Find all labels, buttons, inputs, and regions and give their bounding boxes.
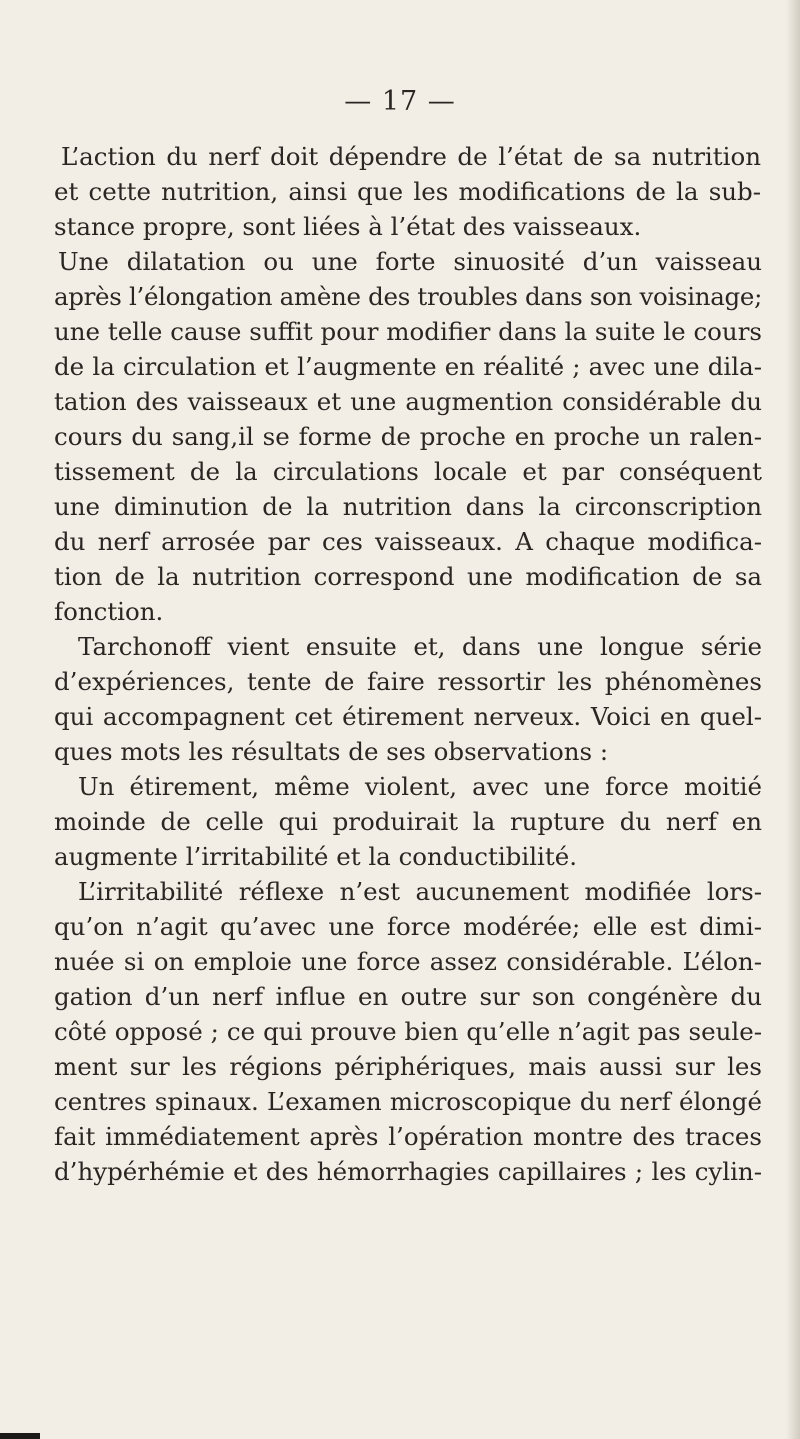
body-line-21: augmente l’irritabilité et la conductibilité. bbox=[54, 842, 578, 871]
body-line-30: d’hypérhémie et des hémorrhagies capillaires ; les cylin- bbox=[54, 1157, 762, 1186]
body-line-15: Tarchonoff vient ensuite et, dans une longue série bbox=[78, 632, 762, 661]
body-line-12: du nerf arrosée par ces vaisseaux. A chaque modifica- bbox=[54, 527, 762, 556]
body-line-28: centres spinaux. L’examen microscopique du nerf élongé bbox=[54, 1087, 762, 1116]
body-line-8: tation des vaisseaux et une augmention considérable du bbox=[54, 387, 762, 416]
body-line-27: ment sur les régions périphériques, mais aussi sur les bbox=[54, 1052, 763, 1081]
body-line-17: qui accompagnent cet étirement nerveux. Voici en quel- bbox=[54, 702, 762, 731]
body-line-11: une diminution de la nutrition dans la circonscription bbox=[54, 492, 762, 521]
body-line-22: L’irritabilité réflexe n’est aucunement modifiée lors- bbox=[78, 877, 762, 906]
body-line-2: et cette nutrition, ainsi que les modifications de la sub- bbox=[54, 177, 762, 206]
body-line-5: après l’élongation amène des troubles dans son voisinage; bbox=[54, 282, 763, 311]
body-line-18: ques mots les résultats de ses observations : bbox=[54, 737, 609, 766]
body-line-25: gation d’un nerf influe en outre sur son congénère du bbox=[54, 982, 762, 1011]
body-line-14: fonction. bbox=[54, 597, 164, 626]
body-line-4: Une dilatation ou une forte sinuosité d’un vaisseau bbox=[58, 247, 762, 276]
body-line-16: d’expériences, tente de faire ressortir les phénomènes bbox=[54, 667, 762, 696]
body-line-29: fait immédiatement après l’opération montre des traces bbox=[54, 1122, 762, 1151]
body-line-13: tion de la nutrition correspond une modification de sa bbox=[54, 562, 762, 591]
body-line-1: L’action du nerf doit dépendre de l’état de sa nutrition bbox=[61, 142, 761, 171]
body-line-19: Un étirement, même violent, avec une force moitié bbox=[78, 772, 762, 801]
body-line-26: côté opposé ; ce qui prouve bien qu’elle n’agit pas seule- bbox=[54, 1017, 762, 1046]
body-line-6: une telle cause suffit pour modifier dans la suite le cours bbox=[54, 317, 762, 346]
body-line-3: stance propre, sont liées à l’état des vaisseaux. bbox=[54, 212, 642, 241]
body-line-20: moinde de celle qui produirait la rupture du nerf en bbox=[54, 807, 762, 836]
body-line-23: qu’on n’agit qu’avec une force modérée; elle est dimi- bbox=[54, 912, 762, 941]
scan-corner-mark bbox=[0, 1433, 40, 1439]
body-line-10: tissement de la circulations locale et par conséquent bbox=[54, 457, 762, 486]
body-line-24: nuée si on emploie une force assez considérable. L’élon- bbox=[54, 947, 762, 976]
body-line-7: de la circulation et l’augmente en réalité ; avec une dila- bbox=[54, 352, 762, 381]
page-number: — 17 — bbox=[344, 86, 456, 117]
page-edge-shadow bbox=[786, 0, 800, 1439]
body-line-9: cours du sang,il se forme de proche en proche un ralen- bbox=[54, 422, 762, 451]
